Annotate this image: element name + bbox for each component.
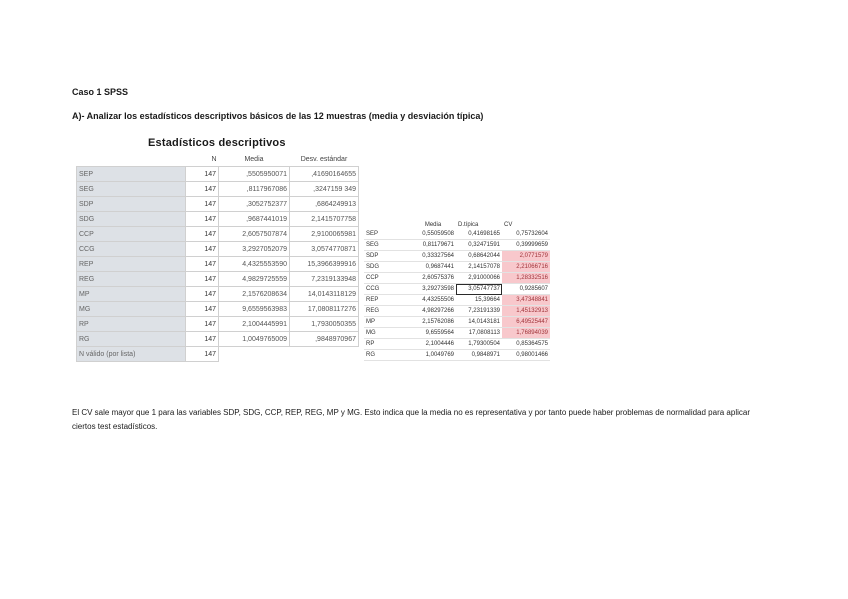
excel-cell-sd: 17,0808113 xyxy=(456,328,502,339)
spss-cell-n: 147 xyxy=(186,317,219,332)
spss-row-label: SEG xyxy=(77,182,186,197)
excel-cell-sd: 2,91000066 xyxy=(456,273,502,284)
excel-cell-mean: 2,1004446 xyxy=(410,339,456,350)
excel-cell-sd: 7,23191339 xyxy=(456,306,502,317)
spss-cell-n: 147 xyxy=(186,242,219,257)
excel-header-sd: D.típica xyxy=(458,221,479,228)
excel-cell-cv: 2,0771579 xyxy=(502,251,550,262)
spss-cell-mean: ,9687441019 xyxy=(219,212,290,227)
spss-row xyxy=(77,257,359,272)
spss-row xyxy=(77,212,359,227)
conclusion-paragraph: El CV sale mayor que 1 para las variables SDP, SDG, CCP, REP, REG, MP y MG. Esto indica que la media no es representativa y por tanto puede haber problemas de normalidad para aplicar ciertos test estadísticos. xyxy=(72,408,750,431)
excel-row xyxy=(364,240,550,251)
excel-cell-mean: 2,60575376 xyxy=(410,273,456,284)
spss-row-label: SDG xyxy=(77,212,186,227)
spss-cell-sd: 3,0574770871 xyxy=(290,242,359,257)
excel-row-label: RG xyxy=(364,350,410,361)
spss-cell-mean: 2,6057507874 xyxy=(219,227,290,242)
spss-cell-n: 147 xyxy=(186,212,219,227)
excel-header-blank xyxy=(364,220,410,229)
excel-cell-mean: 4,43255506 xyxy=(410,295,456,306)
spss-cell-mean: 2,1576208634 xyxy=(219,287,290,302)
spss-row-label: CCP xyxy=(77,227,186,242)
spss-row-label: MG xyxy=(77,302,186,317)
excel-header-mean: Media xyxy=(424,221,442,228)
excel-row-label: MP xyxy=(364,317,410,328)
excel-cell-sd: 2,14157078 xyxy=(456,262,502,273)
excel-row xyxy=(364,229,550,240)
excel-cell-cv: 0,85364575 xyxy=(502,339,550,350)
excel-header-row xyxy=(364,220,550,229)
excel-row-label: CCG xyxy=(364,284,410,295)
spss-cell-mean: 3,2927052079 xyxy=(219,242,290,257)
spss-cell-sd: 17,0808117276 xyxy=(290,302,359,317)
spss-row xyxy=(77,302,359,317)
excel-row xyxy=(364,328,550,339)
spss-cell-mean: ,3052752377 xyxy=(219,197,290,212)
spss-row-label: RG xyxy=(77,332,186,347)
spss-row-label: REP xyxy=(77,257,186,272)
spss-header-blank xyxy=(77,152,186,167)
spss-cell-n: 147 xyxy=(186,287,219,302)
spss-cell-sd: ,6864249913 xyxy=(290,197,359,212)
excel-row xyxy=(364,350,550,361)
spss-cell-sd: 15,3966399916 xyxy=(290,257,359,272)
spss-cell-sd: 2,9100065981 xyxy=(290,227,359,242)
excel-cell-sd: 0,41698165 xyxy=(456,229,502,240)
spss-cell-n: 147 xyxy=(186,257,219,272)
spss-row xyxy=(77,287,359,302)
spss-cell-mean: ,8117967086 xyxy=(219,182,290,197)
excel-header-cv: CV xyxy=(504,221,513,228)
spss-cell-n: 147 xyxy=(186,272,219,287)
spss-header-n: N xyxy=(211,155,217,163)
excel-cell-cv: 0,98001466 xyxy=(502,350,550,361)
spss-cell-sd xyxy=(290,347,359,362)
excel-cell-cv: 0,39999659 xyxy=(502,240,550,251)
excel-cell-mean: 0,9687441 xyxy=(410,262,456,273)
excel-cell-cv: 1,76894039 xyxy=(502,328,550,339)
spss-row xyxy=(77,227,359,242)
excel-cell-sd: 0,9848971 xyxy=(456,350,502,361)
spss-cell-mean: 2,1004445991 xyxy=(219,317,290,332)
spss-cell-mean: 4,4325553590 xyxy=(219,257,290,272)
excel-row xyxy=(364,295,550,306)
excel-cell-mean: 0,33327564 xyxy=(410,251,456,262)
excel-cell-mean: 3,29273598 xyxy=(410,284,456,295)
excel-cell-sd: 15,39664 xyxy=(456,295,502,306)
spss-row-label: CCG xyxy=(77,242,186,257)
excel-row-label: CCP xyxy=(364,273,410,284)
spss-row-label: MP xyxy=(77,287,186,302)
excel-cv-table xyxy=(364,220,550,361)
spss-cell-sd: 7,2319133948 xyxy=(290,272,359,287)
excel-row-label: SDG xyxy=(364,262,410,273)
spss-cell-sd: 14,0143118129 xyxy=(290,287,359,302)
excel-row-label: MG xyxy=(364,328,410,339)
document-title: Caso 1 SPSS xyxy=(72,87,129,97)
excel-cell-mean: 1,0049769 xyxy=(410,350,456,361)
spss-row xyxy=(77,347,359,362)
excel-cell-cv: 6,49525447 xyxy=(502,317,550,328)
spss-cell-mean: 4,9829725559 xyxy=(219,272,290,287)
spss-cell-mean: ,5505950071 xyxy=(219,167,290,182)
excel-cell-mean: 0,81179671 xyxy=(410,240,456,251)
excel-row-label: SEG xyxy=(364,240,410,251)
document-subtitle: A)- Analizar los estadísticos descriptivos básicos de las 12 muestras (media y desviación típica) xyxy=(72,111,484,121)
excel-row xyxy=(364,306,550,317)
spss-cell-mean xyxy=(219,347,290,362)
excel-row-label: RP xyxy=(364,339,410,350)
spss-cell-n: 147 xyxy=(186,167,219,182)
spss-row xyxy=(77,332,359,347)
excel-row-label: REP xyxy=(364,295,410,306)
spss-row xyxy=(77,197,359,212)
excel-row xyxy=(364,339,550,350)
excel-cell-cv: 0,9285607 xyxy=(502,284,550,295)
spss-row-label: SDP xyxy=(77,197,186,212)
spss-row xyxy=(77,242,359,257)
spss-cell-n: 147 xyxy=(186,182,219,197)
spss-cell-sd: 2,1415707758 xyxy=(290,212,359,227)
spss-cell-n: 147 xyxy=(186,227,219,242)
spss-cell-n: 147 xyxy=(186,332,219,347)
spss-cell-sd: ,3247159 349 xyxy=(290,182,359,197)
excel-cell-mean: 4,98297266 xyxy=(410,306,456,317)
spss-cell-n: 147 xyxy=(186,302,219,317)
excel-row xyxy=(364,262,550,273)
spss-row-label: RP xyxy=(77,317,186,332)
spss-header-mean: Media xyxy=(244,155,264,163)
spss-cell-sd: 1,7930050355 xyxy=(290,317,359,332)
spss-row-label: SEP xyxy=(77,167,186,182)
excel-row xyxy=(364,273,550,284)
spss-row-label: REG xyxy=(77,272,186,287)
spss-row xyxy=(77,272,359,287)
excel-cell-cv: 2,21066716 xyxy=(502,262,550,273)
spss-cell-mean: 9,6559563983 xyxy=(219,302,290,317)
excel-cell-sd: 1,79300504 xyxy=(456,339,502,350)
excel-row xyxy=(364,317,550,328)
excel-cell-cv: 0,75732604 xyxy=(502,229,550,240)
excel-row-label: SDP xyxy=(364,251,410,262)
excel-cell-cv: 3,47348841 xyxy=(502,295,550,306)
excel-row xyxy=(364,284,550,295)
excel-cell-sd: 0,68642044 xyxy=(456,251,502,262)
spss-cell-n: 147 xyxy=(186,197,219,212)
spss-descriptives-table xyxy=(76,152,359,362)
spss-cell-sd: ,9848970967 xyxy=(290,332,359,347)
excel-cell-sd: 3,05747737 xyxy=(456,284,502,295)
excel-row-label: SEP xyxy=(364,229,410,240)
spss-row xyxy=(77,167,359,182)
excel-cell-mean: 2,15762086 xyxy=(410,317,456,328)
spss-header-row xyxy=(77,152,359,167)
spss-row xyxy=(77,182,359,197)
excel-row-label: REG xyxy=(364,306,410,317)
spss-row-label: N válido (por lista) xyxy=(77,347,186,362)
excel-cell-sd: 14,0143181 xyxy=(456,317,502,328)
spss-header-sd: Desv. estándar xyxy=(300,155,348,163)
excel-cell-cv: 1,28332516 xyxy=(502,273,550,284)
spss-table-title: Estadísticos descriptivos xyxy=(148,137,286,149)
excel-row xyxy=(364,251,550,262)
spss-cell-mean: 1,0049765009 xyxy=(219,332,290,347)
excel-cell-mean: 0,55059508 xyxy=(410,229,456,240)
spss-row xyxy=(77,317,359,332)
spss-cell-sd: ,41690164655 xyxy=(290,167,359,182)
excel-cell-sd: 0,32471591 xyxy=(456,240,502,251)
spss-cell-n: 147 xyxy=(186,347,219,362)
excel-cell-mean: 9,6559564 xyxy=(410,328,456,339)
excel-cell-cv: 1,45132913 xyxy=(502,306,550,317)
